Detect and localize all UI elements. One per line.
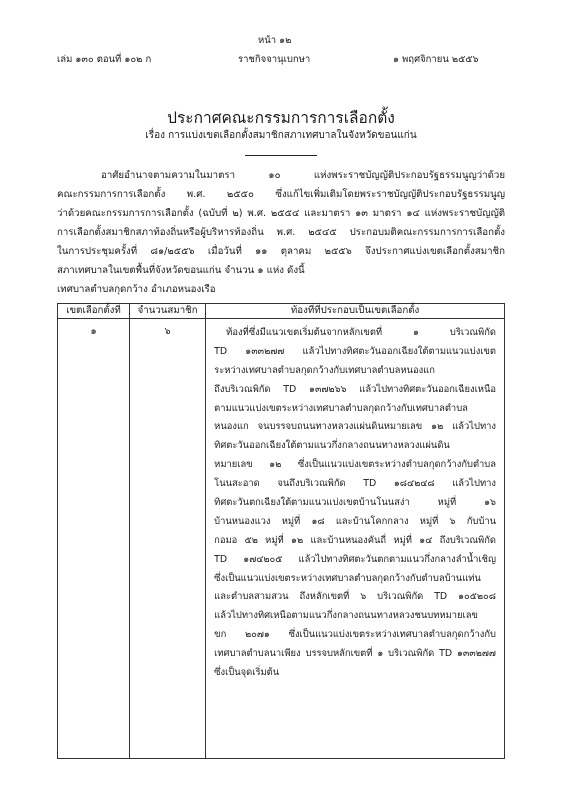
body-line: การเลือกตั้งสมาชิกสภาท้องถิ่นหรือผู้บริหารท้องถิ่น พ.ศ. ๒๕๔๕ ประกอบมติคณะกรรมการการเลือกตั้ง (57, 227, 505, 238)
page-number: หน้า ๑๒ (258, 35, 292, 46)
area-line: ขก ๒๐๗๑ ซึ่งเป็นแนวแบ่งเขตระหว่างเทศบาลตำบลกุดกว้างกับ (214, 629, 496, 641)
area-description (206, 319, 505, 759)
body-line: สภาเทศบาลในเขตพื้นที่จังหวัดขอนแก่น จำนวน ๑ แห่ง ดังนี้ (57, 265, 305, 276)
gazette-date: ๑ พฤศจิกายน ๒๕๕๖ (393, 54, 479, 65)
area-line: TD ๑๓๓๒๗๗ แล้วไปทางทิศตะวันออกเฉียงใต้ตามแนวแบ่งเขต (214, 345, 496, 357)
document-subtitle: เรื่อง การแบ่งเขตเลือกตั้งสมาชิกสภาเทศบาลในจังหวัดขอนแก่น (145, 130, 417, 141)
area-line: ระหว่างเทศบาลตำบลกุดกว้างกับเทศบาลตำบลหนองแก (214, 364, 435, 376)
area-line: TD ๑๗๔๒๐๕ แล้วไปทางทิศตะวันตกตามแนวกึ่งกลางลำน้ำเชิญ (214, 553, 496, 565)
area-line: ซึ่งเป็นแนวแบ่งเขตระหว่างเทศบาลตำบลกุดกว้างกับตำบลบ้านแท่น (214, 572, 481, 584)
header-area: ท้องที่ที่ประกอบเป็นเขตเลือกตั้ง (206, 304, 505, 319)
body-line: ว่าด้วยคณะกรรมการการเลือกตั้ง (ฉบับที่ ๒) พ.ศ. ๒๕๕๔ และมาตรา ๑๓ มาตรา ๑๔ แห่งพระราชบัญญัติ (57, 208, 505, 219)
area-line: บ้านหนองแวง หมู่ที่ ๑๘ และบ้านโคกกลาง หมู่ที่ ๖ กับบ้าน (214, 515, 496, 527)
area-line: ถึงบริเวณพิกัด TD ๑๓๗๒๖๖ แล้วไปทางทิศตะวันออกเฉียงเหนือ (214, 383, 496, 395)
area-line: โนนสะอาด จนถึงบริเวณพิกัด TD ๑๘๔๒๔๘ แล้วไปทาง (214, 478, 496, 490)
area-line: ทิศตะวันตกเฉียงใต้ตามแนวแบ่งเขตบ้านโนนสง่า หมู่ที่ ๑๖ (214, 497, 496, 509)
zone-table (57, 303, 505, 759)
body-line: อาศัยอำนาจตามความในมาตรา ๑๐ แห่งพระราชบัญญัติประกอบรัฐธรรมนูญว่าด้วย (101, 170, 505, 181)
table-row (58, 319, 505, 759)
area-line: และตำบลสามสวน ถึงหลักเขตที่ ๖ บริเวณพิกัด TD ๑๐๕๒๐๘ (214, 591, 496, 603)
title-divider (245, 155, 317, 156)
area-line: แล้วไปทางทิศเหนือตามแนวกึ่งกลางถนนทางหลวงชนบทหมายเลข (214, 610, 478, 622)
area-line: ซึ่งเป็นจุดเริ่มต้น (214, 667, 280, 679)
volume-issue: เล่ม ๑๓๐ ตอนที่ ๑๐๒ ก (57, 54, 152, 65)
body-line: ในการประชุมครั้งที่ ๘๑/๒๕๕๖ เมื่อวันที่ ๑๑ ตุลาคม ๒๕๕๖ จึงประกาศแบ่งเขตเลือกตั้งสมาชิก (57, 246, 505, 257)
gazette-name: ราชกิจจานุเบกษา (238, 54, 311, 65)
area-line: หนองแก จนบรรจบถนนทางหลวงแผ่นดินหมายเลข ๑๒ แล้วไปทาง (214, 421, 496, 433)
area-line: เทศบาลตำบลนาเพียง บรรจบหลักเขตที่ ๑ บริเวณพิกัด TD ๑๓๓๒๗๗ (214, 648, 496, 660)
header-zone: เขตเลือกตั้งที่ (58, 304, 130, 319)
member-count: ๖ (130, 319, 206, 759)
table-header-row (58, 304, 505, 319)
area-line: หมายเลข ๑๒ ซึ่งเป็นแนวแบ่งเขตระหว่างตำบลกุดกว้างกับตำบล (214, 459, 496, 471)
area-line: กอมอ ๕๒ หมู่ที่ ๑๒ และบ้านหนองคันถี่ หมู่ที่ ๑๔ ถึงบริเวณพิกัด (214, 534, 496, 546)
area-line: ทิศตะวันออกเฉียงใต้ตามแนวกึ่งกลางถนนทางหลวงแผ่นดิน (214, 440, 450, 452)
area-line: ท้องที่ซึ่งมีแนวเขตเริ่มต้นจากหลักเขตที่ ๑ บริเวณพิกัด (226, 327, 496, 338)
municipality-label: เทศบาลตำบลกุดกว้าง อำเภอหนองเรือ (57, 284, 216, 295)
area-line: ตามแนวแบ่งเขตระหว่างเทศบาลตำบลกุดกว้างกับเทศบาลตำบล (214, 402, 468, 414)
document-title: ประกาศคณะกรรมการการเลือกตั้ง (167, 109, 395, 127)
zone-number: ๑ (58, 319, 130, 759)
header-members: จำนวนสมาชิก (130, 304, 206, 319)
body-line: คณะกรรมการการเลือกตั้ง พ.ศ. ๒๕๕๐ ซึ่งแก้ไขเพิ่มเติมโดยพระราชบัญญัติประกอบรัฐธรรมนูญ (57, 189, 505, 200)
